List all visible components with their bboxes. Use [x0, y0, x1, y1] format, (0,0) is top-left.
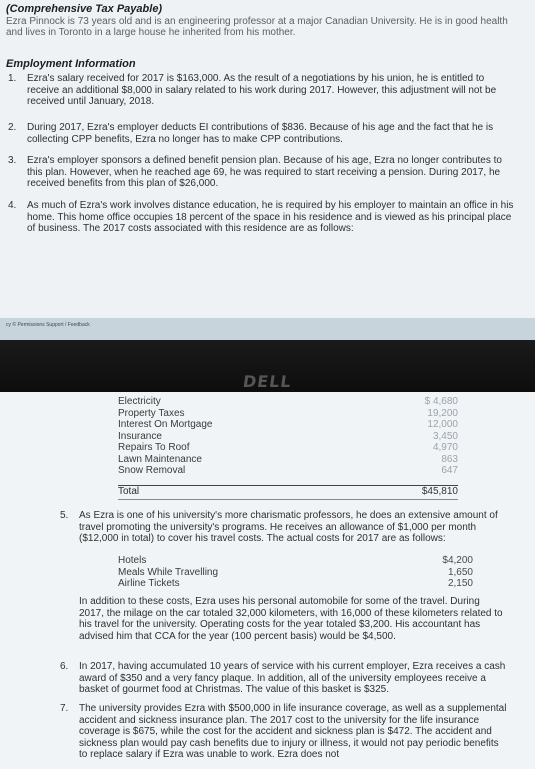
cost-label: Electricity	[118, 396, 161, 407]
item-number: 2.	[8, 122, 17, 133]
list-item	[60, 661, 507, 696]
cost-label: Hotels	[118, 555, 147, 566]
item-text: The university provides Ezra with $500,000 in life insurance coverage, as well as a supplemental accident and sickness insurance plan. The 2017 cost to the university for the life insurance coverage is $675, while the cost for the accident and sickness plan is $472. The accident and sickness plan would pay cash benefits due to injury or illness, it would not pay periodic benefits to replace salary if Ezra was unable to work. Ezra does not	[79, 703, 507, 760]
cost-label: Lawn Maintenance	[118, 453, 202, 465]
footer-links[interactable]: cy © Permissions Support / Feedback	[6, 322, 90, 328]
cost-amount: 12,000	[427, 419, 458, 430]
item-number: 6.	[60, 661, 69, 672]
item-number: 3.	[8, 155, 17, 166]
cost-amount: 4,970	[432, 442, 458, 453]
item-number: 1.	[8, 73, 17, 84]
top-page-section	[0, 0, 535, 340]
cost-amount: 19,200	[427, 407, 458, 419]
cost-amount: 3,450	[432, 430, 458, 442]
item-text: In addition to these costs, Ezra uses his personal automobile for some of the travel. During 2017, the milage on the car totaled 32,000 kilometers, with 16,000 of these kilometers related to his travel for the university. Operating costs for the year totaled $3,200. His accountant has advised him that CCA for the year (100 percent basis) would be $4,500.	[79, 596, 503, 642]
list-item	[8, 155, 514, 190]
list-item	[60, 510, 505, 545]
residence-costs-table	[118, 396, 458, 477]
dell-logo: DELL	[241, 372, 293, 391]
list-item	[8, 200, 514, 235]
list-item	[8, 122, 514, 145]
cost-label: Airline Tickets	[118, 578, 180, 589]
item-text: In 2017, having accumulated 10 years of service with his current employer, Ezra receives a cash award of $350 and a very fancy plaque. In addition, all of the university employees receive a basket of gourmet food at Christmas. The value of this basket is $325.	[79, 661, 506, 695]
table-row	[118, 431, 458, 443]
item-number: 4.	[8, 200, 17, 211]
table-row	[118, 555, 473, 567]
browser-footer-bar	[0, 318, 535, 340]
item-text: During 2017, Ezra's employer deducts EI contributions of $836. Because of his age and the fact that he is collecting CPP benefits, Ezra no longer has to make CPP contributions.	[27, 122, 494, 145]
cost-amount: $4,200	[442, 555, 473, 566]
travel-costs-table	[118, 555, 473, 590]
list-item	[60, 703, 507, 767]
total-label: Total	[118, 486, 140, 497]
cost-amount: $ 4,680	[424, 396, 458, 407]
item-text: As Ezra is one of his university's more charismatic professors, he does an extensive amount of travel promoting the university's programs. He receives an allowance of $1,000 per month ($12,000 in total) to cover his travel costs. The actual costs for 2017 are as follows:	[79, 510, 498, 544]
cost-amount: 2,150	[447, 578, 473, 589]
employment-heading: Employment Information	[6, 58, 136, 70]
item-number: 7.	[60, 703, 69, 714]
residence-total-row	[118, 485, 458, 500]
item-number: 5.	[60, 510, 69, 521]
table-row	[118, 396, 458, 408]
list-item	[8, 73, 514, 108]
table-row	[118, 567, 473, 579]
item-text: Ezra's employer sponsors a defined benefit pension plan. Because of his age, Ezra no longer contributes to this plan. However, when he reached age 69, he was required to start receiving a pension. During 2017, he received benefits from this plan of $26,000.	[27, 155, 502, 189]
cost-label: Meals While Travelling	[118, 566, 219, 578]
cost-amount: 647	[441, 465, 458, 476]
cost-label: Repairs To Roof	[118, 442, 190, 453]
cost-label: Insurance	[118, 430, 162, 442]
table-row	[118, 454, 458, 466]
total-amount: $45,810	[421, 486, 458, 497]
table-row	[118, 442, 458, 454]
item-text: Ezra's salary received for 2017 is $163,000. As the result of a negotiations by his union, he is entitled to receive an additional $8,000 in salary related to his work during 2017. However, this adjustment will not be received until January, 2018.	[27, 73, 497, 107]
table-row	[118, 408, 458, 420]
table-row	[118, 465, 458, 477]
item5-continuation	[79, 596, 507, 642]
item-text: As much of Ezra's work involves distance education, he is required by his employer to maintain an office in his home. This home office occupies 18 percent of the space in his residence and is viewed as his principal place of business. The 2017 costs associated with this residence are as follows:	[27, 200, 514, 234]
intro-paragraph: Ezra Pinnock is 73 years old and is an engineering professor at a major Canadian University. He is in good health and lives in Toronto in a large house he inherited from his mother.	[6, 16, 508, 38]
table-row	[118, 578, 473, 590]
table-row	[118, 419, 458, 431]
cost-label: Property Taxes	[118, 407, 185, 419]
problem-title: (Comprehensive Tax Payable)	[6, 3, 163, 15]
cost-amount: 1,650	[447, 566, 473, 578]
cost-label: Interest On Mortgage	[118, 419, 213, 430]
cost-amount: 863	[441, 453, 458, 465]
cost-label: Snow Removal	[118, 465, 186, 476]
